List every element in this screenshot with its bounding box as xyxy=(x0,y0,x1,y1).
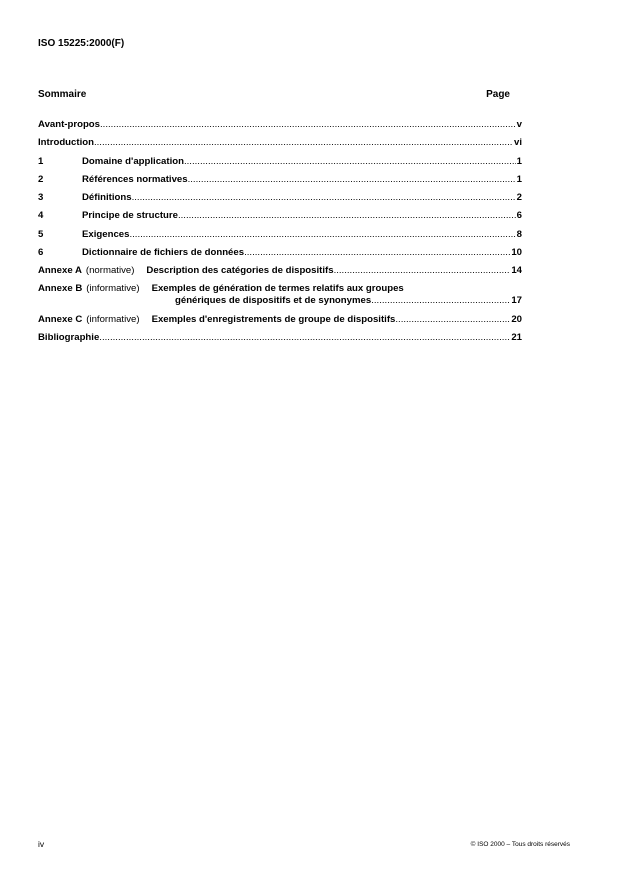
toc-heading: Sommaire xyxy=(38,89,87,100)
toc-entry-page: 1 xyxy=(516,173,522,185)
page-column-label: Page xyxy=(486,89,510,100)
toc-entry-number: 2 xyxy=(38,173,44,185)
annex-label: Annexe A xyxy=(38,265,82,276)
toc-entry-page: 17 xyxy=(511,295,522,307)
toc-entry-page: 8 xyxy=(516,228,522,240)
toc-header xyxy=(38,89,510,100)
toc-entry-page: 6 xyxy=(516,210,522,222)
toc-entry-number: 4 xyxy=(38,210,44,222)
toc-entry-1[interactable] xyxy=(38,156,522,168)
annex-label: Annexe B xyxy=(38,283,83,295)
dot-leader xyxy=(395,314,510,326)
toc-entry-5[interactable] xyxy=(38,229,522,241)
dot-leader xyxy=(178,210,516,222)
dot-leader xyxy=(244,247,510,259)
footer-copyright: © ISO 2000 – Tous droits réservés xyxy=(470,841,570,848)
toc-entry-annexe-b[interactable] xyxy=(38,283,522,307)
toc-entry-avant-propos[interactable] xyxy=(38,119,522,131)
annex-title: Exemples d'enregistrements de groupe de dispositifs xyxy=(151,313,396,325)
toc-entry-title: Références normatives xyxy=(82,173,188,185)
toc-entry-page: 14 xyxy=(511,265,522,276)
annex-kind: (normative) xyxy=(85,265,135,276)
annex-label: Annexe C xyxy=(38,313,83,325)
toc-entry-number: 1 xyxy=(38,155,44,167)
toc-entry-number: 5 xyxy=(38,228,44,240)
toc-entry-page: 2 xyxy=(516,192,522,203)
dot-leader xyxy=(334,265,511,277)
document-id: ISO 15225:2000(F) xyxy=(38,38,125,49)
toc-entry-bibliographie[interactable] xyxy=(38,332,522,344)
toc-entry-number: 3 xyxy=(38,192,44,203)
dot-leader xyxy=(99,332,510,344)
toc-entry-3[interactable] xyxy=(38,192,522,204)
annex-title-continuation: génériques de dispositifs et de synonymes xyxy=(175,295,372,307)
annex-kind: (informative) xyxy=(86,313,140,325)
annex-title: Description des catégories de dispositifs xyxy=(146,265,334,276)
toc-entry-title: Bibliographie xyxy=(38,331,100,343)
dot-leader xyxy=(94,137,513,149)
toc-entry-title: Principe de structure xyxy=(82,210,178,222)
toc-entry-title: Avant-propos xyxy=(38,119,101,130)
dot-leader xyxy=(371,295,510,307)
toc-entry-annexe-a[interactable] xyxy=(38,265,522,277)
annex-title: Exemples de génération de termes relatifs aux groupes xyxy=(151,283,404,295)
toc-entry-page: 21 xyxy=(511,331,522,343)
toc-entry-page: v xyxy=(516,119,522,130)
toc-entry-title: Dictionnaire de fichiers de données xyxy=(82,246,245,258)
annex-kind: (informative) xyxy=(86,283,140,295)
dot-leader xyxy=(129,229,515,241)
table-of-contents xyxy=(38,119,522,350)
toc-entry-page: 20 xyxy=(511,313,522,325)
toc-entry-title: Domaine d'application xyxy=(82,155,184,167)
dot-leader xyxy=(132,192,516,204)
toc-entry-annexe-c[interactable] xyxy=(38,314,522,326)
toc-entry-number: 6 xyxy=(38,246,44,258)
toc-entry-page: 10 xyxy=(511,246,522,258)
toc-entry-title: Introduction xyxy=(38,137,94,149)
toc-entry-introduction[interactable] xyxy=(38,137,522,149)
dot-leader xyxy=(100,119,516,131)
toc-entry-2[interactable] xyxy=(38,174,522,186)
toc-entry-title: Exigences xyxy=(82,228,130,240)
toc-entry-title: Définitions xyxy=(82,192,132,203)
dot-leader xyxy=(188,174,516,186)
toc-entry-6[interactable] xyxy=(38,247,522,259)
footer-page-number: iv xyxy=(38,839,45,849)
toc-entry-page: 1 xyxy=(516,155,522,167)
toc-entry-page: vi xyxy=(513,137,522,149)
toc-entry-4[interactable] xyxy=(38,210,522,222)
dot-leader xyxy=(184,156,516,168)
